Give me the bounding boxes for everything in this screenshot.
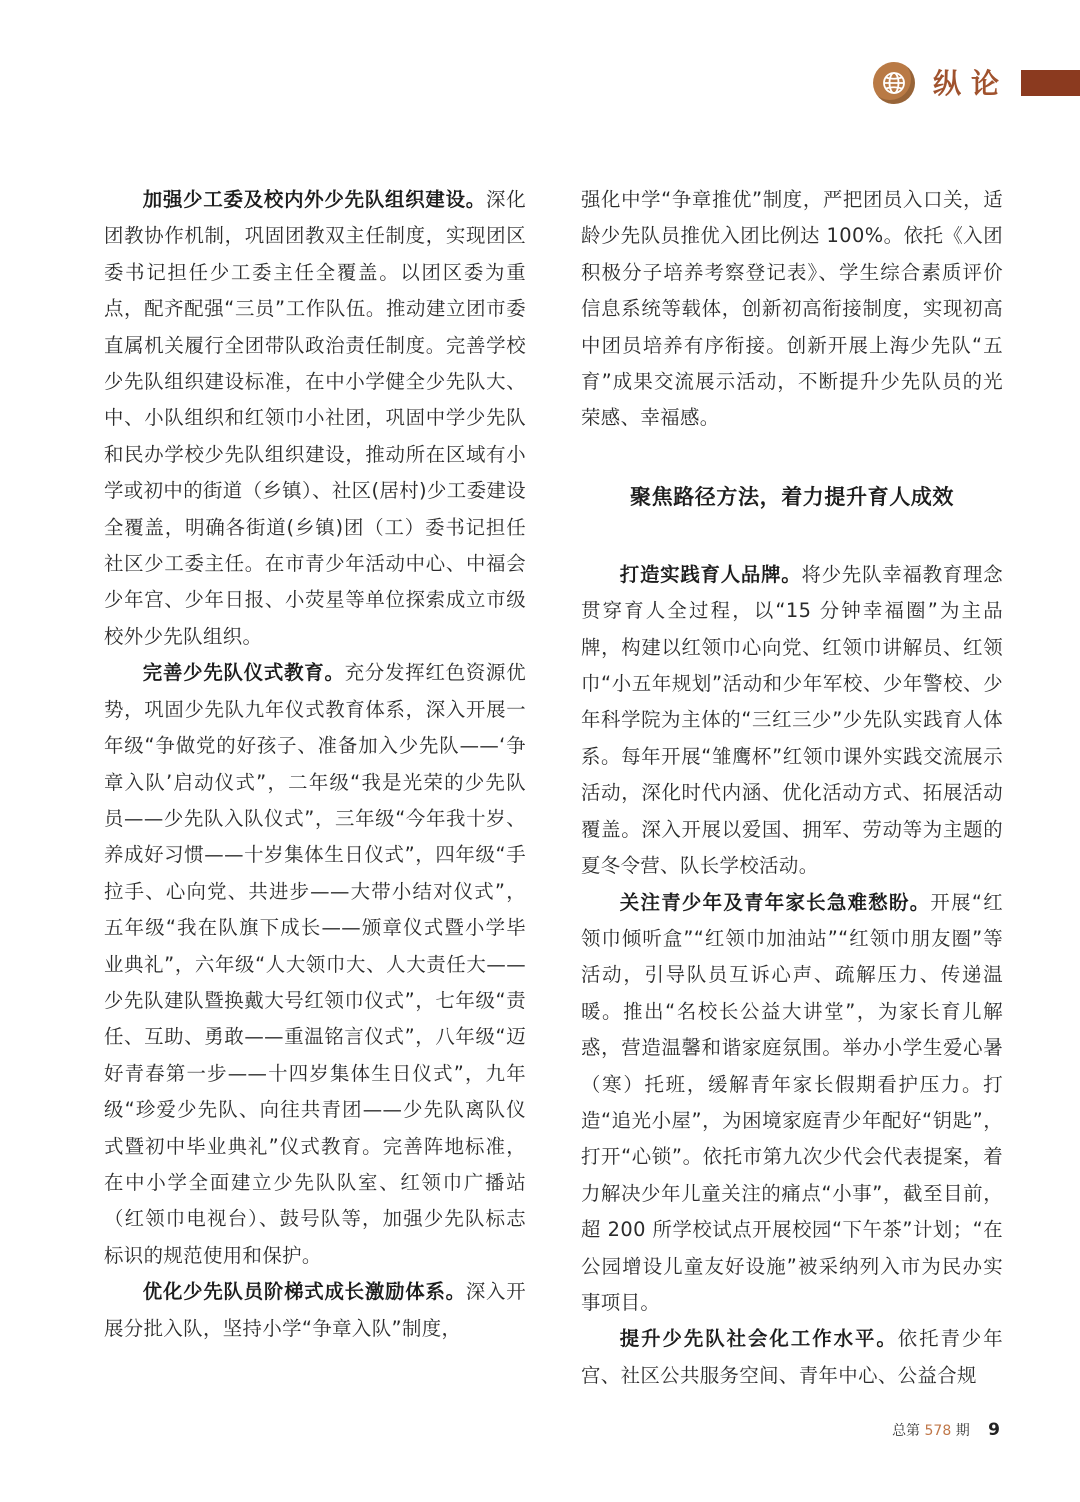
- issue-number: 578: [924, 1423, 952, 1439]
- page-footer: [892, 1418, 1000, 1442]
- paragraph-lead: 打造实践育人品牌。: [619, 562, 802, 586]
- paragraph-lead: 优化少先队员阶梯式成长激励体系。: [142, 1280, 466, 1304]
- issue-prefix: 总第: [892, 1423, 921, 1439]
- paragraph-continuation: 强化中学“争章推优”制度，严把团员入口关，适龄少先队员推优入团比例达 100%。依托《入团积极分子培养考察登记表》、学生综合素质评价信息系统等载体，创新初高衔接制度，实现初高中团员培养有序衔接。创新开展上海少先队“五育”成果交流展示活动，不断提升少先队员的光荣感、幸福感。: [581, 188, 1003, 430]
- section-heading: 聚焦路径方法，着力提升育人成效: [630, 484, 954, 509]
- paragraph-body: 依托青少年宫、社区公共服务空间、青年中心、公益合规: [581, 1327, 1004, 1387]
- left-column: [104, 182, 526, 1347]
- right-column: [581, 182, 1003, 1394]
- paragraph-practice-brand: [581, 557, 1003, 885]
- paragraph-lead: 关注青少年及青年家长急难愁盼。: [619, 890, 931, 914]
- page-number: 9: [988, 1420, 1000, 1440]
- paragraph-lead: 加强少工委及校内外少先队组织建设。: [142, 188, 486, 211]
- paragraph-parent-concerns: [581, 885, 1003, 1322]
- paragraph-incentive-system: [104, 1274, 526, 1347]
- paragraph-body: 开展“红领巾倾听盒”“红领巾加油站”“红领巾朋友圈”等活动，引导队员互诉心声、疏解压力、传递温暖。推出“名校长公益大讲堂”，为家长育儿解惑，营造温馨和谐家庭氛围。举办小学生爱心暑（寒）托班，缓解青年家长假期看护压力。打造“追光小屋”，为困境家庭青少年配好“钥匙”，打开“心锁”。依托市第九次少代会代表提案，着力解决少年儿童关注的痛点“小事”，截至目前，超 200 所学校试点开展校园“下午茶”计划；“在公园增设儿童友好设施”被采纳列入市为民办实事项目。: [581, 890, 1003, 1314]
- paragraph-body: 充分发挥红色资源优势，巩固少先队九年仪式教育体系，深入开展一年级“争做党的好孩子、准备加入少先队——‘争章入队’启动仪式”，二年级“我是光荣的少先队员——少先队入队仪式”，三年级“今年我十岁、养成好习惯——十岁集体生日仪式”，四年级“手拉手、心向党、共进步——大带小结对仪式”，五年级“我在队旗下成长——颁章仪式暨小学毕业典礼”，六年级“人大领巾大、人大责任大——少先队建队暨换戴大号红领巾仪式”，七年级“责任、互助、勇敢——重温铭言仪式”，八年级“迈好青春第一步——十四岁集体生日仪式”，九年级“珍爱少先队、向往共青团——少先队离队仪式暨初中毕业典礼”仪式教育。完善阵地标准，在中小学全面建立少先队队室、红领巾广播站（红领巾电视台）、鼓号队等，加强少先队标志标识的规范使用和保护。: [104, 661, 526, 1267]
- issue-suffix: 期: [955, 1423, 970, 1439]
- paragraph-org-building: [104, 182, 526, 655]
- paragraph-body: 深入开展分批入队，坚持小学“争章入队”制度，: [104, 1280, 526, 1340]
- paragraph-ceremony-education: [104, 655, 526, 1274]
- paragraph-socialization: [581, 1321, 1003, 1394]
- paragraph-body: 将少先队幸福教育理念贯穿育人全过程，以“15 分钟幸福圈”为主品牌，构建以红领巾心向党、红领巾讲解员、红领巾“小五年规划”活动和少年军校、少年警校、少年科学院为主体的“三红三少”少先队实践育人体系。每年开展“雏鹰杯”红领巾课外实践交流展示活动，深化时代内涵、优化活动方式、拓展活动覆盖。深入开展以爱国、拥军、劳动等为主题的夏冬令营、队长学校活动。: [581, 562, 1003, 878]
- section-badge: [873, 62, 1080, 106]
- section-label: 纵论: [933, 67, 1010, 100]
- paragraph-lead: 完善少先队仪式教育。: [142, 661, 345, 685]
- paragraph-body: 深化团教协作机制，巩固团教双主任制度，实现团区委书记担任少工委主任全覆盖。以团区委为重点，配齐配强“三员”工作队伍。推动建立团市委直属机关履行全团带队政治责任制度。完善学校少先队组织建设标准，在中小学健全少先队大、中、小队组织和红领巾小社团，巩固中学少先队和民办学校少先队组织建设，推动所在区域有小学或初中的街道（乡镇）、社区(居村)少工委建设全覆盖，明确各街道(乡镇)团（工）委书记担任社区少工委主任。在市青少年活动中心、中福会少年宫、少年日报、小荧星等单位探索成立市级校外少先队组织。: [104, 188, 526, 648]
- globe-icon: [873, 62, 915, 104]
- section-accent-bar: [1021, 70, 1080, 96]
- paragraph-lead: 提升少先队社会化工作水平。: [619, 1327, 898, 1351]
